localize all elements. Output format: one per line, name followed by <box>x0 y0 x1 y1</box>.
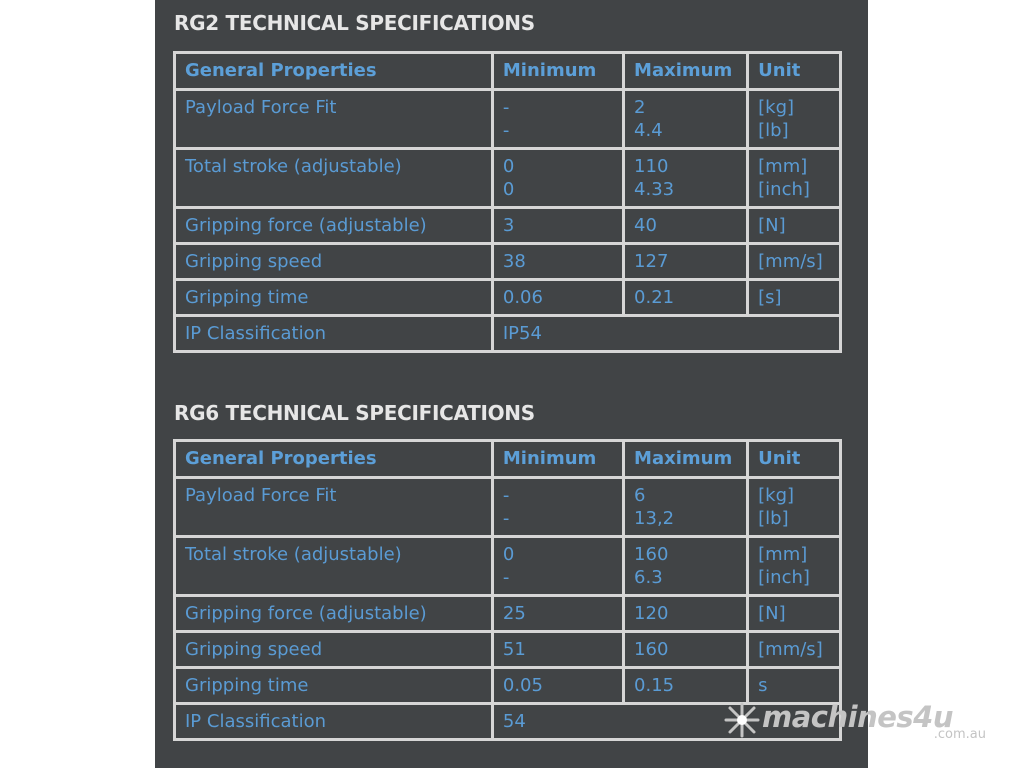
table-row <box>176 245 839 278</box>
value: [mm] <box>758 544 808 565</box>
value: - <box>502 485 510 506</box>
value: [inch] <box>758 179 810 200</box>
property-cell: Total stroke (adjustable) <box>176 150 491 206</box>
unit-cell <box>749 91 839 147</box>
header-minimum: Minimum <box>494 54 622 88</box>
minimum-cell: 3 <box>494 209 622 242</box>
table-row <box>176 209 839 242</box>
ip-value-cell: 54 <box>494 705 839 738</box>
value: [inch] <box>758 567 810 588</box>
rg6-spec-table <box>173 439 842 741</box>
maximum-cell: 127 <box>625 245 746 278</box>
table-row <box>176 479 839 535</box>
rg6-spec-title: RG6 TECHNICAL SPECIFICATIONS <box>174 401 535 425</box>
maximum-cell: 160 <box>625 633 746 666</box>
table-row <box>176 91 839 147</box>
unit-cell: [N] <box>749 209 839 242</box>
rg2-spec-title: RG2 TECHNICAL SPECIFICATIONS <box>174 11 535 35</box>
header-maximum: Maximum <box>625 442 746 476</box>
maximum-cell: 120 <box>625 597 746 630</box>
property-cell: Gripping force (adjustable) <box>176 597 491 630</box>
unit-cell <box>749 479 839 535</box>
value: 6.3 <box>634 567 663 588</box>
minimum-cell: 51 <box>494 633 622 666</box>
header-minimum: Minimum <box>494 442 622 476</box>
maximum-cell <box>625 91 746 147</box>
value: [mm] <box>758 156 808 177</box>
value: 13,2 <box>634 508 675 529</box>
value: - <box>502 120 510 141</box>
value: [kg] <box>758 97 795 118</box>
value: 4.33 <box>634 179 675 200</box>
header-general-properties: General Properties <box>176 442 491 476</box>
unit-cell <box>749 538 839 594</box>
header-general-properties: General Properties <box>176 54 491 88</box>
spec-panel <box>155 0 868 768</box>
value: 6 <box>634 485 646 506</box>
header-unit: Unit <box>749 54 839 88</box>
value: - <box>502 97 510 118</box>
ip-value-cell: IP54 <box>494 317 839 350</box>
machines4u-watermark <box>722 700 990 750</box>
property-cell: IP Classification <box>176 705 491 738</box>
value: [lb] <box>758 508 789 529</box>
value: - <box>502 508 510 529</box>
minimum-cell <box>494 479 622 535</box>
property-cell: Gripping force (adjustable) <box>176 209 491 242</box>
minimum-cell: 0.05 <box>494 669 622 702</box>
value: - <box>502 567 510 588</box>
minimum-cell: 38 <box>494 245 622 278</box>
minimum-cell <box>494 538 622 594</box>
maximum-cell <box>625 479 746 535</box>
value: [kg] <box>758 485 795 506</box>
watermark-domain: .com.au <box>933 727 986 742</box>
maximum-cell <box>625 538 746 594</box>
property-cell: Gripping time <box>176 669 491 702</box>
table-row <box>176 317 839 350</box>
property-cell: Payload Force Fit <box>176 479 491 535</box>
table-row <box>176 281 839 314</box>
property-cell: Payload Force Fit <box>176 91 491 147</box>
minimum-cell: 0.06 <box>494 281 622 314</box>
minimum-cell: 25 <box>494 597 622 630</box>
table-header-row <box>176 54 839 88</box>
watermark-brand: machines4u <box>762 700 953 734</box>
value: 0 <box>502 156 515 177</box>
value: 160 <box>634 544 669 565</box>
table-header-row <box>176 442 839 476</box>
table-row <box>176 538 839 594</box>
rg2-spec-table <box>173 51 842 353</box>
property-cell: Gripping time <box>176 281 491 314</box>
value: 0 <box>502 544 515 565</box>
value: [lb] <box>758 120 789 141</box>
unit-cell: [s] <box>749 281 839 314</box>
table-row <box>176 669 839 702</box>
table-row <box>176 150 839 206</box>
maximum-cell <box>625 150 746 206</box>
header-maximum: Maximum <box>625 54 746 88</box>
value: 4.4 <box>634 120 663 141</box>
unit-cell: s <box>749 669 839 702</box>
table-row <box>176 633 839 666</box>
machines4u-logo-icon <box>722 700 762 740</box>
table-row <box>176 597 839 630</box>
property-cell: Gripping speed <box>176 245 491 278</box>
unit-cell <box>749 150 839 206</box>
header-unit: Unit <box>749 442 839 476</box>
maximum-cell: 0.15 <box>625 669 746 702</box>
property-cell: Total stroke (adjustable) <box>176 538 491 594</box>
unit-cell: [mm/s] <box>749 245 839 278</box>
maximum-cell: 0.21 <box>625 281 746 314</box>
minimum-cell <box>494 91 622 147</box>
value: 110 <box>634 156 669 177</box>
minimum-cell <box>494 150 622 206</box>
value: 0 <box>502 179 515 200</box>
property-cell: IP Classification <box>176 317 491 350</box>
value: 2 <box>634 97 646 118</box>
unit-cell: [N] <box>749 597 839 630</box>
maximum-cell: 40 <box>625 209 746 242</box>
unit-cell: [mm/s] <box>749 633 839 666</box>
property-cell: Gripping speed <box>176 633 491 666</box>
